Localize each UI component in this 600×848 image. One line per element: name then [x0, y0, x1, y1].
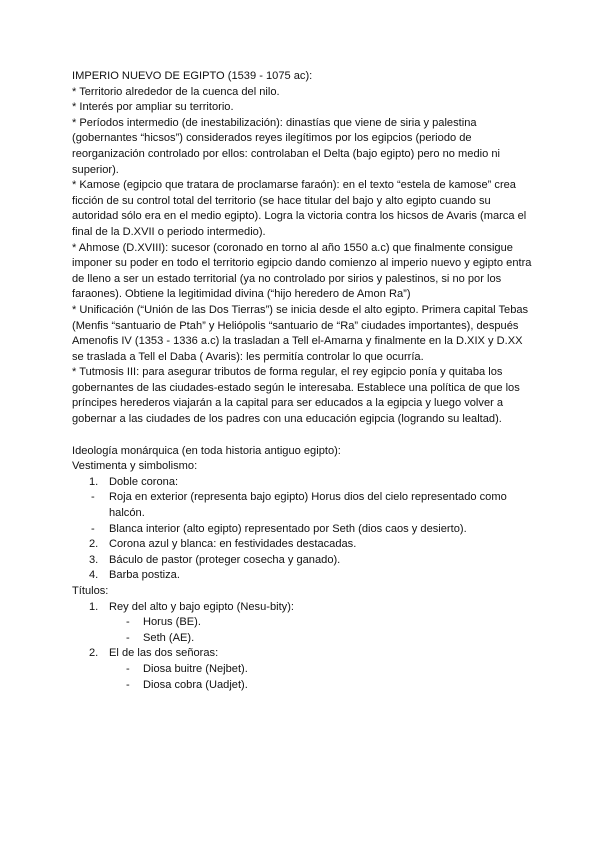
- list-item-text: Rey del alto y bajo egipto (Nesu-bity):: [109, 600, 294, 613]
- list-item-text: Diosa buitre (Nejbet).: [143, 662, 248, 675]
- dash-marker: -: [126, 616, 130, 629]
- list-marker: 3.: [89, 553, 99, 566]
- list-item: [72, 537, 534, 553]
- section-heading: IMPERIO NUEVO DE EGIPTO (1539 - 1075 ac):: [72, 70, 313, 82]
- bullet-ahmose: * Ahmose (D.XVIII): sucesor (coronado en torno al año 1550 a.c) que finalmente consigue imponer su poder en todo el territorio egipcio dando comienzo al imperio nuevo y egipto entra de lleno a ser un estado territorial (ya no controlado por sirios y palestinos, si no por los faraones). Obtiene la legitimidad divina (“hijo heredero de Amon Ra”): [72, 241, 532, 301]
- dash-marker: -: [126, 662, 130, 675]
- list-item-text: El de las dos señoras:: [109, 647, 219, 660]
- dash-marker: -: [91, 522, 95, 535]
- list-item-text: Diosa cobra (Uadjet).: [143, 678, 248, 691]
- list-item: [72, 646, 534, 662]
- ideology-heading: Ideología monárquica (en toda historia antiguo egipto):: [72, 444, 341, 457]
- list-item: [72, 678, 534, 694]
- bullet-intermediate-periods: * Períodos intermedio (de inestabilización): dinastías que viene de siria y palestina (gobernantes “hicsos”) considerados reyes ilegítimos por los egipcios (periodo de reorganización controlado por ellos: controlaban el Delta (bajo egipto) pero no medio ni superior).: [72, 116, 500, 176]
- list-item-text: Corona azul y blanca: en festividades destacadas.: [109, 538, 357, 551]
- document-page: [72, 69, 534, 693]
- list-item-text: Seth (AE).: [143, 631, 195, 644]
- list-marker: 4.: [89, 569, 99, 582]
- bullet-kamose: * Kamose (egipcio que tratara de proclamarse faraón): en el texto “estela de kamose” crea ficción de su control total del territorio (se hace titular del bajo y alto egipto cuando su autoridad sólo era en el medio egipto). Logra la victoria contra los hicsos de Avaris (marca el final de la D.XVII o periodo intermedio).: [72, 179, 527, 238]
- list-item: [72, 490, 534, 521]
- list-item: [72, 615, 534, 631]
- list-item: [72, 553, 534, 569]
- list-item: [72, 568, 534, 584]
- list-marker: 1.: [89, 600, 99, 613]
- list-item: [72, 475, 534, 491]
- paragraph-gap: [72, 428, 534, 444]
- list-item: [72, 631, 534, 647]
- list-item-text: Horus (BE).: [143, 616, 201, 629]
- vestments-heading: Vestimenta y simbolismo:: [72, 460, 198, 473]
- list-item-text: Báculo de pastor (proteger cosecha y ganado).: [109, 553, 341, 566]
- list-item: [72, 662, 534, 678]
- list-marker: 2.: [89, 538, 99, 551]
- bullet-interest: * Interés por ampliar su territorio.: [72, 101, 234, 114]
- titles-heading: Títulos:: [72, 585, 109, 597]
- dash-marker: -: [126, 631, 130, 644]
- bullet-territory: * Territorio alrededor de la cuenca del nilo.: [72, 85, 280, 98]
- list-marker: 2.: [89, 647, 99, 660]
- dash-marker: -: [91, 491, 95, 504]
- dash-marker: -: [126, 678, 130, 691]
- list-item-text: Doble corona:: [109, 475, 179, 488]
- bullet-tutmosis: * Tutmosis III: para asegurar tributos de forma regular, el rey egipcio ponía y quitaba los gobernantes de las ciudades-estado según le interesaba. Establece una política de que los príncipes herederos viajarán a la capital para ser educados a la egipcia y luego volver a gobernar a las ciudades de los padres con una educación egipcia (logrando su lealtad).: [72, 366, 520, 426]
- list-item: [72, 522, 534, 538]
- list-item-text: Blanca interior (alto egipto) representado por Seth (dios caos y desierto).: [109, 522, 467, 535]
- list-item-text: Barba postiza.: [109, 569, 180, 582]
- list-item-text: Roja en exterior (representa bajo egipto) Horus dios del cielo representado como halcón.: [109, 491, 507, 520]
- list-item: [72, 600, 534, 616]
- list-marker: 1.: [89, 475, 99, 488]
- bullet-unification: * Unificación (“Unión de las Dos Tierras”) se inicia desde el alto egipto. Primera capital Tebas (Menfis “santuario de Ptah” y Heliópolis “santuario de “Ra” ciudades importantes), después Amenofis IV (1353 - 1336 a.c) la trasladan a Tell el-Amarna y finalmente en la D.XIX y D.XX se traslada a Tell el Daba ( Avaris): les permitía controlar lo que ocurría.: [72, 303, 529, 363]
